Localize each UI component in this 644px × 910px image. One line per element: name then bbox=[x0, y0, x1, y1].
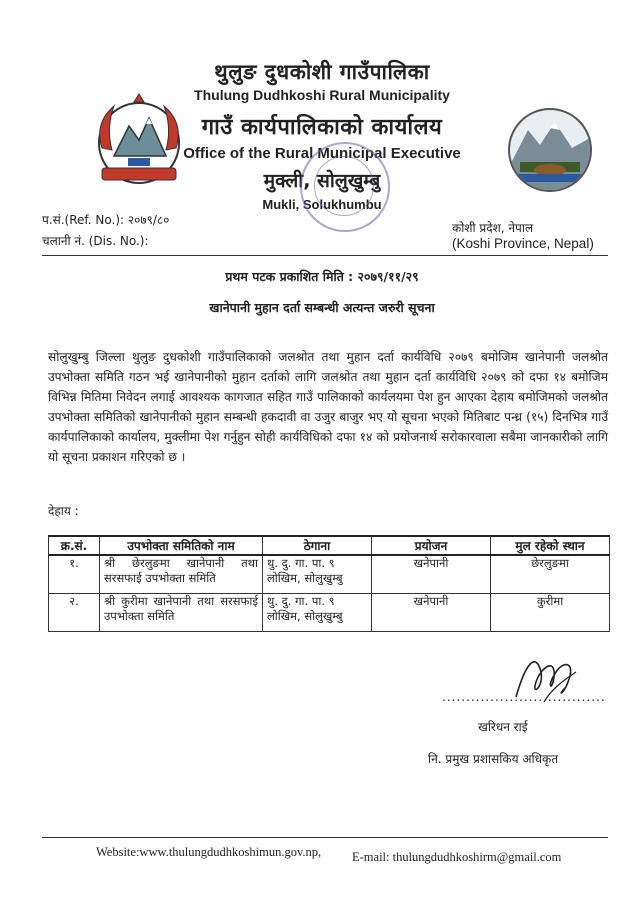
municipality-title-np: थुलुङ दुधकोशी गाउँपालिका bbox=[214, 60, 430, 84]
dispatch-number: चलानी नं. (Dis. No.): bbox=[42, 234, 149, 248]
signatory-designation: नि. प्रमुख प्रशासकिय अधिकृत bbox=[428, 752, 559, 766]
cell-source: कुरीमा bbox=[491, 593, 610, 631]
table-row bbox=[49, 555, 610, 593]
office-title-en: Office of the Rural Municipal Executive bbox=[183, 145, 461, 162]
municipality-logo bbox=[508, 108, 592, 192]
cell-address: थु. दु. गा. पा. ९ लोखिम, सोलुखुम्बु bbox=[263, 593, 372, 631]
reference-number: प.सं.(Ref. No.): २०७९/८० bbox=[42, 213, 170, 227]
footer-rule bbox=[42, 837, 608, 838]
cell-purpose: खनेपानी bbox=[372, 593, 491, 631]
province-en: (Koshi Province, Nepal) bbox=[452, 236, 594, 251]
publish-date: प्रथम पटक प्रकाशित मिति : २०७९/११/२९ bbox=[225, 269, 419, 284]
table-header-row bbox=[49, 536, 610, 555]
col-source: मुल रहेको स्थान bbox=[491, 536, 610, 555]
col-purpose: प्रयोजन bbox=[372, 536, 491, 555]
cell-sn: २. bbox=[49, 593, 100, 631]
cell-source: छेरलुङमा bbox=[491, 555, 610, 593]
office-stamp bbox=[300, 142, 390, 232]
dehay-label: देहाय : bbox=[48, 504, 79, 518]
col-name: उपभोक्ता समितिको नाम bbox=[100, 536, 263, 555]
signature-dots: .................................. bbox=[442, 690, 606, 704]
municipality-title-en: Thulung Dudhkoshi Rural Municipality bbox=[194, 87, 450, 103]
cell-purpose: खनेपानी bbox=[372, 555, 491, 593]
signatory-name: खरिधन राई bbox=[478, 720, 528, 734]
province-np: कोशी प्रदेश, नेपाल bbox=[452, 221, 534, 235]
place-np: मुक्ली, सोलुखुम्बु bbox=[263, 170, 381, 192]
cell-sn: १. bbox=[49, 555, 100, 593]
place-en: Mukli, Solukhumbu bbox=[262, 197, 382, 212]
col-sn: क्र.सं. bbox=[49, 536, 100, 555]
table-row bbox=[49, 593, 610, 631]
office-title-np: गाउँ कार्यपालिकाको कार्यालय bbox=[201, 115, 443, 140]
footer-email: E-mail: thulungdudhkoshirm@gmail.com bbox=[352, 850, 562, 864]
footer-website: Website:www.thulungdudhkoshimun.gov.np, bbox=[96, 845, 322, 859]
cell-name: श्री छेरलुङमा खानेपानी तथा सरसफाई उपभोक्ता समिति bbox=[100, 555, 263, 593]
committee-table bbox=[48, 535, 610, 632]
notice-body: सोलुखुम्बु जिल्ला थुलुङ दुधकोशी गाउँपालिकाको जलश्रोत तथा मुहान दर्ता कार्यविधि २०७९ बमोजिम खानेपानी जलश्रोत उपभोक्ता समिति गठन भई खानेपानीको मुहान दर्ताको लागि जलश्रोत तथा मुहान दर्ता कार्यविधि २०७९ को दफा १४ बमोजिम विभिन्न मितिमा निवेदन लगाई आवश्यक कागजात सहित गाउँ पालिकाको कार्यलयमा पेश हुन आएका देहाय बमोजिमको जलश्रोत उपभोक्ता समितिको खानेपानीको मुहान सम्बन्धी हकदावी वा उजुर बाजुर भए यो सूचना भएको मितिबाट पन्ध्र (१५) दिनभित्र गाउँ कार्यपालिकाको कार्यालय, मुक्लीमा पेश गर्नुहुन सोही कार्यविधिको दफा १४ को प्रयोजनार्थ सरोकारवाला सबैमा जानकारीको लागि यो सूचना प्रकाशन गरिएको छ । bbox=[48, 350, 608, 464]
header-rule bbox=[42, 255, 608, 256]
cell-name: श्री कुरीमा खानेपानी तथा सरसफाई उपभोक्ता समिति bbox=[100, 593, 263, 631]
notice-subject: खानेपानी मुहान दर्ता सम्बन्धी अत्यन्त जरुरी सूचना bbox=[209, 300, 435, 315]
cell-address: थु. दु. गा. पा. ९ लोखिम, सोलुखुम्बु bbox=[263, 555, 372, 593]
col-address: ठेगाना bbox=[263, 536, 372, 555]
